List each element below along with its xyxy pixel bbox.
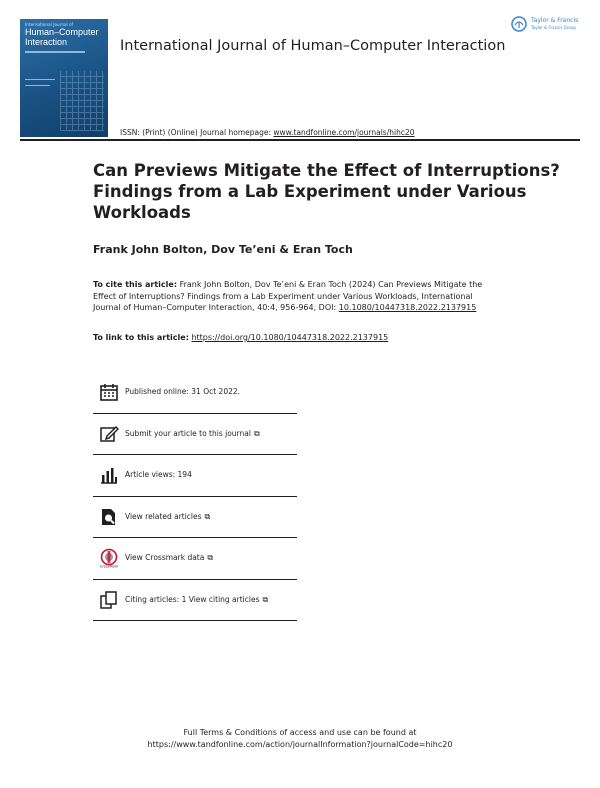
journal-homepage-link[interactable]: www.tandfonline.com/journals/hihc20 [273,128,415,137]
info-crossmark[interactable] [93,538,297,580]
external-link-icon: ⧉ [262,594,269,604]
citation-block [93,279,493,314]
footer-journal-info-link[interactable]: https://www.tandfonline.com/action/journalInformation?journalCode=hihc20 [147,739,453,749]
cover-decor-line [25,79,55,80]
pencil-icon [99,424,119,444]
citation-doi-link[interactable]: 10.1080/10447318.2022.2137915 [338,303,477,312]
bar-chart-icon [99,465,119,485]
citation-label: To cite this article: [93,280,178,289]
journal-cover-image [20,19,108,137]
crossmark-icon [99,548,119,568]
info-related-articles[interactable] [93,497,297,539]
article-info-list [93,372,297,621]
issn-line [120,128,415,137]
article-link-line [93,333,388,342]
article-link-label: To link to this article: [93,333,189,342]
footer-terms-text: Full Terms & Conditions of access and use can be found at [183,728,417,737]
cover-title: Human–Computer Interaction [25,27,99,47]
journal-title: International Journal of Human–Computer Interaction [120,38,506,54]
copy-icon [99,590,119,610]
external-link-icon: ⧉ [253,428,260,438]
publisher-logo [511,16,583,36]
article-authors: Frank John Bolton, Dov Te’eni & Eran Toch [93,243,353,256]
cover-decor-line [25,51,85,53]
cover-decor-line [25,85,50,86]
external-link-icon: ⧉ [204,511,211,521]
published-date-text: Published online: 31 Oct 2022. [125,387,241,396]
submit-article-link[interactable]: Submit your article to this journal ⧉ [125,428,260,438]
header-divider [20,139,580,141]
article-title: Can Previews Mitigate the Effect of Interruptions? Findings from a Lab Experiment under Various Workloads [93,161,560,222]
footer [0,727,600,750]
issn-label: ISSN: (Print) (Online) Journal homepage: [120,128,272,137]
external-link-icon: ⧉ [207,553,214,562]
article-views-text: Article views: 194 [125,470,192,479]
info-submit-article[interactable] [93,414,297,456]
info-citing-articles[interactable] [93,580,297,622]
crossmark-link[interactable]: View Crossmark data ⧉ [125,553,214,562]
svg-text:CrossMark: CrossMark [99,564,119,568]
calendar-icon [99,382,119,402]
related-articles-link[interactable]: View related articles ⧉ [125,511,211,521]
taylor-francis-icon [511,16,527,32]
info-article-views [93,455,297,497]
citation-text: Frank John Bolton, Dov Te’eni & Eran Toch (2024) Can Previews Mitigate the Effect of Interruptions? Findings from a Lab Experiment under Various Workloads, International Journal of Human–Computer Interaction, 40:4, 956-964, DOI: [93,280,483,312]
info-published [93,372,297,414]
cover-top-text: International Journal of [25,22,74,27]
publisher-subname: Taylor & Francis Group [531,25,576,30]
search-document-icon [99,507,119,527]
publisher-name: Taylor & Francis [531,17,579,24]
cover-pattern [60,71,104,131]
article-doi-link[interactable]: https://doi.org/10.1080/10447318.2022.2137915 [191,333,389,342]
citing-articles-link[interactable]: Citing articles: 1 View citing articles ⧉ [125,594,269,604]
